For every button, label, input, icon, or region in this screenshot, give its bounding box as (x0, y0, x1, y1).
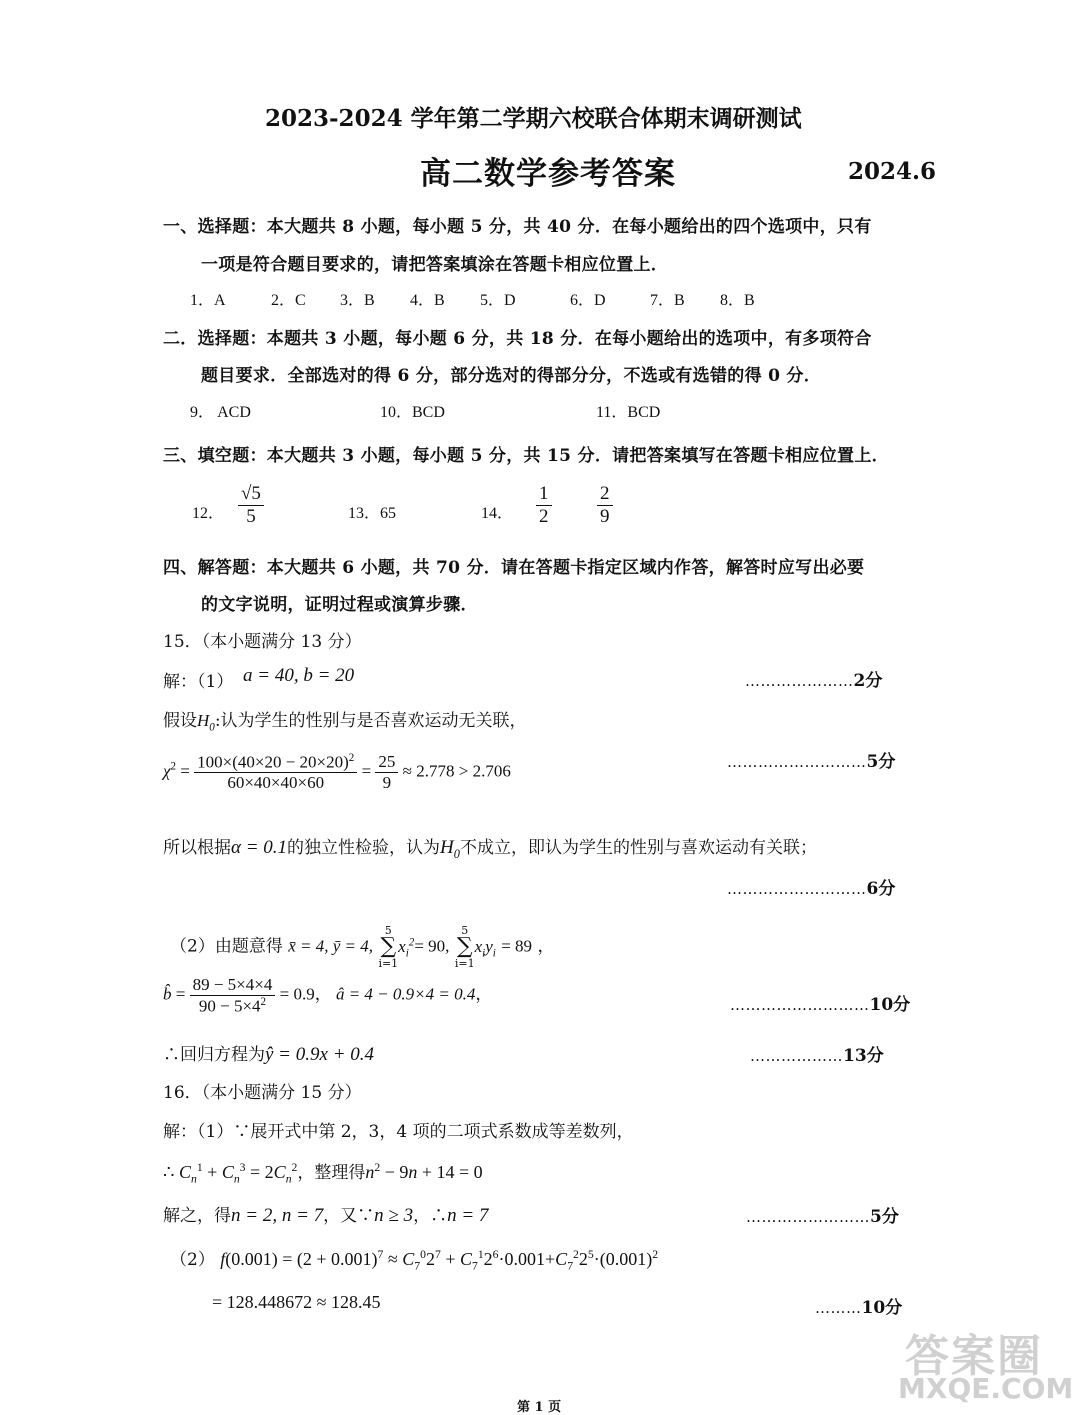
q15-score-10: ………………………10分 (730, 995, 911, 1015)
q15-score-10-label: 10分 (869, 995, 911, 1015)
chi-symbol: χ (163, 761, 171, 781)
q15-part2-label: （2）由题意得 (170, 936, 283, 957)
q15-title: 15．（本小题满分 13 分） (163, 632, 362, 652)
q15-part1-label: 解：（1） (163, 672, 234, 692)
a-hat-equation: â = 4 − 0.9×4 = 0.4 (335, 984, 476, 1004)
answer-2: 2．C (271, 292, 306, 309)
q15-score-5: ………………………5分 (727, 752, 896, 772)
section2-heading: 二．选择题：本题共 3 小题，每小题 6 分，共 18 分．在每小题给出的选项中，有多项符合 (163, 329, 872, 349)
q16-line3-mid2: ，∴ (413, 1206, 448, 1226)
q15-hypothesis: 假设$H_0$:认为学生的性别与是否喜欢运动无关联， (163, 711, 527, 734)
q16-score-10: ………10分 (815, 1298, 903, 1318)
q16-line3-roots: n = 2, n = 7 (231, 1205, 324, 1226)
q16-line3-result: n = 7 (447, 1205, 489, 1226)
answer-14a-numerator: 1 (536, 483, 552, 506)
q15-regression-label: ∴回归方程为 (163, 1045, 265, 1065)
document-subtitle: 高二数学参考答案 (420, 156, 676, 192)
q15-hyp-pre: 假设 (163, 711, 197, 731)
q16-line3 (163, 1201, 488, 1227)
q16-part2-result: = 128.448672 ≈ 128.45 (212, 1292, 381, 1312)
section1-heading-cont: 一项是符合题目要求的，请把答案填涂在答题卡相应位置上． (201, 255, 669, 275)
answer-12-denominator: 5 (246, 505, 256, 527)
q15-score-6: ………………………6分 (727, 879, 896, 899)
document-title: 2023-2024 学年第二学期六校联合体期末调研测试 (265, 105, 802, 132)
answer-6: 6．D (570, 292, 606, 309)
page-number: 第 1 页 (517, 1400, 562, 1415)
answer-13: 13．65 (348, 505, 397, 522)
q15-conclusion: 所以根据α = 0.1的独立性检验，认为$H_0$不成立，即认为学生的性别与喜欢运动有关联； (163, 837, 817, 861)
q15-conclusion-alpha: α = 0.1 (231, 837, 288, 858)
watermark-url: MXQE.COM (898, 1372, 1074, 1405)
q16-part2: （2） $f(0.001) = (2 + 0.001)^7 \approx C_7^02^7 + C_7^12^6\cdot 0.001+C_7^22^5\cdot(0.001)^2$ (170, 1248, 659, 1273)
watermark-logo: 答案圈 (905, 1331, 1043, 1382)
answer-14-fraction-a (536, 483, 552, 528)
q15-part1-math: a = 40, b = 20 (243, 665, 355, 686)
q15-score-6-label: 6分 (866, 879, 896, 899)
answer-9: 9． ACD (190, 404, 251, 421)
q16-score-5: ……………………5分 (746, 1207, 899, 1227)
q15-b-hat-formula: b̂ = $\frac{89 - 5\times 4\times 4}{90 - 5\times 4^2}$ = 0.9， â = 4 − 0.9×4 = 0.4， (163, 975, 493, 1016)
answer-7: 7．B (650, 292, 685, 309)
q15-score-2: …………………2分 (745, 671, 883, 691)
b-hat-denominator: 90 − 5×4 (198, 996, 261, 1016)
chi-numerator: 100×(40×20 − 20×20) (197, 752, 349, 772)
q16-line3-condition: n ≥ 3 (374, 1205, 414, 1226)
q15-conclusion-pre: 所以根据 (163, 838, 231, 858)
answer-14a-denominator: 2 (539, 505, 549, 527)
q15-regression-equation: ŷ = 0.9x + 0.4 (265, 1044, 375, 1065)
q15-score-13-label: 13分 (843, 1046, 884, 1066)
q16-line2-text: ，整理得 (297, 1163, 366, 1183)
q16-score-10-label: 10分 (861, 1298, 903, 1318)
section2-heading-cont: 题目要求．全部选对的得 6 分，部分选对的得部分分，不选或有选错的得 0 分． (201, 366, 822, 386)
answer-10: 10．BCD (380, 404, 445, 421)
chi-result: ≈ 2.778 > 2.706 (402, 761, 511, 781)
answer-4: 4．B (410, 292, 445, 309)
q16-title: 16．（本小题满分 15 分） (163, 1083, 362, 1103)
q15-score-2-label: 2分 (853, 671, 883, 691)
q16-part2-label: （2） (170, 1250, 215, 1270)
q15-score-13: ………………13分 (750, 1046, 884, 1066)
q15-conclusion-mid: 的独立性检验，认为 (287, 838, 441, 858)
section4-heading: 四、解答题：本大题共 6 小题，共 70 分．请在答题卡指定区域内作答，解答时应写出必要 (163, 558, 865, 578)
document-date: 2024.6 (848, 158, 937, 185)
section4-heading-cont: 的文字说明，证明过程或演算步骤． (201, 595, 478, 615)
answer-11: 11．BCD (596, 404, 661, 421)
section3-heading: 三、填空题：本大题共 3 小题，每小题 5 分，共 15 分．请把答案填写在答题卡相应位置上． (163, 446, 889, 466)
q15-sum-xy: = 89 (501, 936, 533, 956)
answer-1: 1．A (190, 292, 226, 309)
answer-12-numerator: √5 (238, 483, 264, 506)
answer-14-fraction-b (597, 483, 613, 528)
q16-line2: ∴ $C_n^1 + C_n^3 = 2C_n^2$，整理得$n^2 - 9n + 14 = 0$ (163, 1161, 483, 1186)
answer-12-fraction (238, 483, 264, 528)
q15-score-5-label: 5分 (866, 752, 896, 772)
answer-14b-numerator: 2 (597, 483, 613, 506)
q15-conclusion-post: 不成立，即认为学生的性别与喜欢运动有关联； (459, 838, 817, 858)
answer-14b-denominator: 9 (600, 505, 610, 527)
q16-line3-mid: ，又∵ (323, 1206, 375, 1226)
q16-score-5-label: 5分 (870, 1207, 899, 1227)
q15-hyp-text: 认为学生的性别与是否喜欢运动无关联， (220, 711, 527, 731)
q16-line3-pre: 解之，得 (163, 1206, 231, 1226)
chi-mid-numerator: 25 (375, 752, 398, 773)
q16-line1: 解：（1）∵展开式中第 2，3，4 项的二项式系数成等差数列， (163, 1122, 634, 1142)
answer-3: 3．B (340, 292, 375, 309)
chi-mid-denominator: 9 (382, 772, 392, 792)
section1-heading: 一、选择题：本大题共 8 小题，每小题 5 分，共 40 分．在每小题给出的四个选项中，只有 (163, 217, 872, 237)
q15-regression (163, 1040, 374, 1066)
answer-14-label: 14． (481, 505, 514, 522)
chi-denominator: 60×40×40×60 (227, 773, 325, 793)
b-hat-value: = 0.9 (279, 984, 315, 1004)
q15-part2-given: （2）由题意得 x̄ = 4, ȳ = 4, 5 ∑ i=1 $x_i^2= 90$, 5 ∑ i=1 $x_iy_i = 89$ ， (170, 924, 555, 970)
q15-chi-square-formula: $\chi^2$ = $\frac{100\times(40\times 20 - 20\times 20)^2}{60\times 40\times 40\times 60}$ = $\frac{25}{9}$ ≈ 2.778 > 2.706 (163, 752, 511, 793)
answer-8: 8．B (720, 292, 755, 309)
q15-sum-x2: = 90, (414, 936, 450, 956)
answer-12-label: 12． (192, 505, 225, 522)
answer-5: 5．D (480, 292, 516, 309)
b-hat-numerator: 89 − 5×4×4 (190, 975, 276, 996)
